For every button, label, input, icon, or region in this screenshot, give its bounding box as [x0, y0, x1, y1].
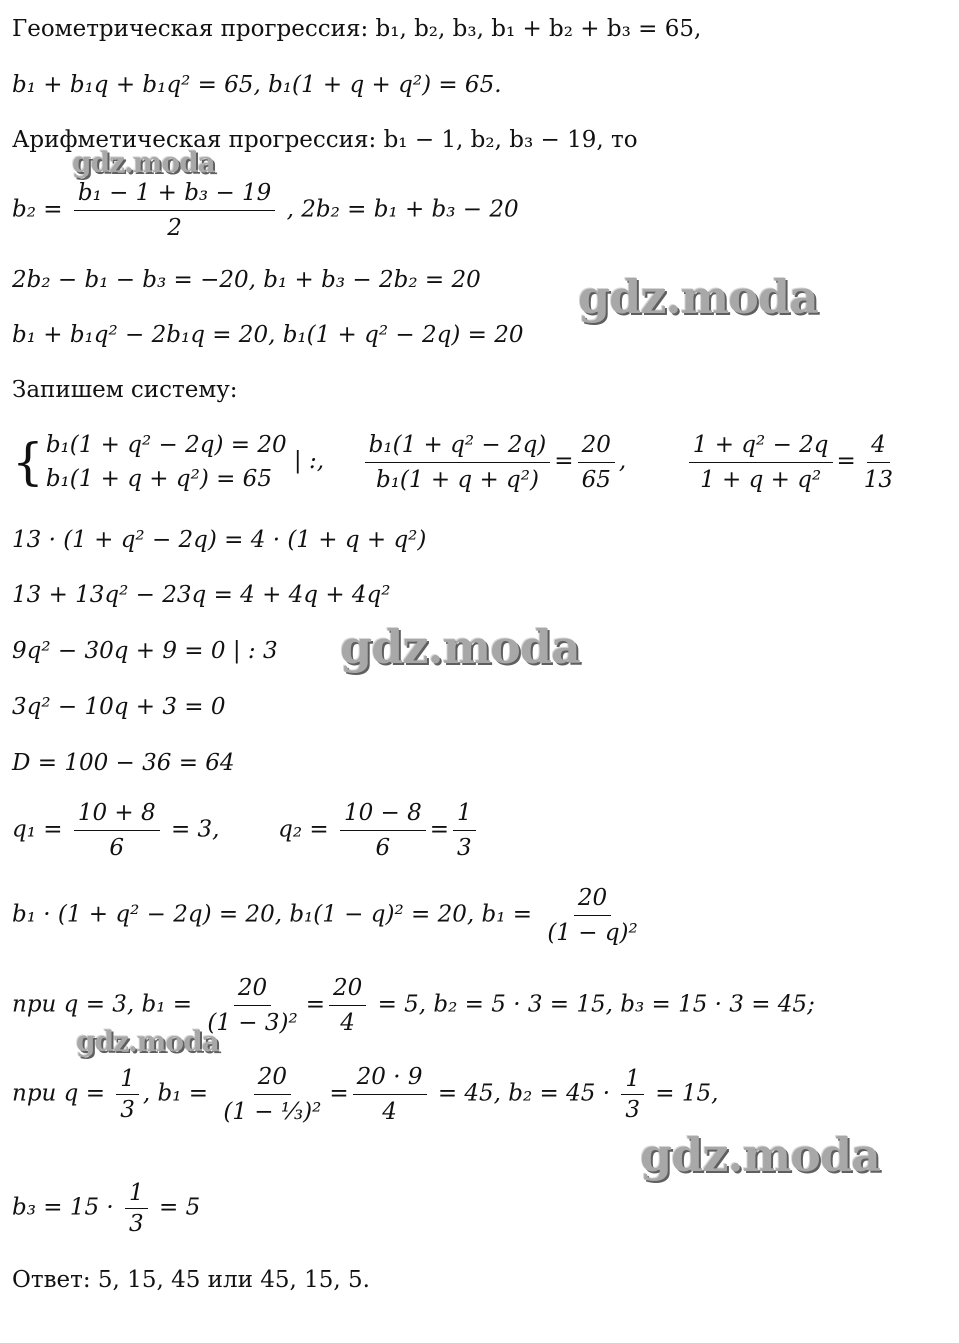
watermark-logo: gdz.moda [76, 1025, 219, 1058]
line-sum-equation [12, 70, 502, 100]
fraction [116, 1066, 139, 1123]
numerator: 1 + q² − 2q [689, 430, 833, 463]
fraction [860, 430, 897, 495]
equals: = [836, 448, 856, 474]
denominator: 3 [120, 1097, 135, 1123]
numerator: 20 · 9 [353, 1062, 427, 1095]
system-row: b₁(1 + q² − 2q) = 20 [45, 432, 287, 458]
fraction [689, 430, 833, 495]
line-quadratic-reduced [12, 692, 226, 722]
text: , 2b₂ = b₁ + b₃ − 20 [286, 196, 519, 223]
line-discriminant [12, 748, 235, 778]
fraction [353, 1062, 427, 1127]
system-row: b₁(1 + q + q²) = 65 [45, 466, 272, 492]
line-answer [12, 1265, 370, 1295]
denominator: (1 − ⅓)² [223, 1099, 322, 1125]
fraction [365, 430, 551, 495]
watermark-logo: gdz.moda [640, 1128, 880, 1182]
line-roots [12, 798, 480, 863]
numerator: 20 [574, 883, 611, 916]
text: при q = 3, b₁ = [12, 991, 193, 1018]
text: b₁ · (1 + q² − 2q) = 20, b₁(1 − q)² = 20, b₁ = [12, 901, 532, 928]
line-system-heading [12, 375, 238, 405]
comma: , [618, 448, 627, 474]
text: = 3, [170, 816, 220, 843]
denominator: 4 [340, 1010, 355, 1036]
text: Арифметическая прогрессия: b₁ − 1, b₂, b₃ − 19, то [12, 127, 638, 153]
denominator: (1 − q)² [547, 920, 638, 946]
text: = 5 [159, 1194, 201, 1221]
fraction [453, 798, 476, 863]
equals: = [554, 448, 574, 474]
text: Запишем систему: [12, 377, 238, 403]
watermark-logo: gdz.moda [72, 146, 215, 179]
denominator: 6 [109, 835, 125, 861]
numerator: 20 [234, 973, 271, 1006]
text: = 15, [655, 1080, 719, 1107]
q2-label: q₂ = [278, 816, 329, 843]
text: = 45, b₂ = 45 · [437, 1080, 611, 1107]
numerator: b₁ − 1 + b₃ − 19 [74, 178, 275, 211]
text: = 5, b₂ = 5 · 3 = 15, b₃ = 15 · 3 = 45; [377, 991, 815, 1018]
numerator: 20 [329, 973, 366, 1006]
fraction [543, 883, 641, 948]
line-expand [12, 580, 391, 610]
numerator: 1 [621, 1066, 644, 1095]
text: Геометрическая прогрессия: b₁, b₂, b₃, b₁ + b₂ + b₃ = 65, [12, 16, 702, 42]
text: D = 100 − 36 = 64 [12, 750, 235, 776]
equals: = [329, 1080, 349, 1107]
text: b₁ + b₁q² − 2b₁q = 20, b₁(1 + q² − 2q) = 20 [12, 322, 524, 348]
line-b2-fraction [12, 178, 519, 243]
denominator: 65 [581, 466, 611, 493]
denominator: 6 [375, 835, 391, 861]
text: , b₁ = [142, 1080, 209, 1107]
b2-label: b₂ = [12, 196, 63, 223]
numerator: 1 [116, 1066, 139, 1095]
fraction [74, 178, 275, 243]
text: 2b₂ − b₁ − b₃ = −20, b₁ + b₃ − 2b₂ = 20 [12, 267, 481, 293]
denominator: b₁(1 + q + q²) [375, 466, 539, 493]
text: 13 + 13q² − 23q = 4 + 4q + 4q² [12, 582, 391, 608]
denominator: 2 [167, 215, 182, 241]
numerator: 20 [578, 430, 615, 463]
brace-icon: { [12, 433, 44, 491]
equals: = [305, 991, 325, 1018]
denominator: 13 [863, 466, 894, 493]
fraction [219, 1062, 325, 1127]
numerator: 10 + 8 [74, 798, 160, 831]
line-b3 [12, 1180, 200, 1237]
answer-text: Ответ: 5, 15, 45 или 45, 15, 5. [12, 1267, 370, 1293]
numerator: b₁(1 + q² − 2q) [365, 430, 551, 463]
system [46, 428, 287, 496]
fraction [125, 1180, 148, 1237]
fraction [340, 798, 426, 863]
denominator: 3 [625, 1097, 640, 1123]
text: 9q² − 30q + 9 = 0 | : 3 [12, 638, 278, 664]
line-b1-formula [12, 883, 646, 948]
line-geometric-progression [12, 14, 701, 44]
numerator: 1 [453, 798, 476, 831]
text: 3q² − 10q + 3 = 0 [12, 694, 226, 720]
line-quadratic [12, 636, 278, 666]
fraction [621, 1066, 644, 1123]
numerator: 20 [254, 1062, 291, 1095]
denominator: 1 + q + q² [700, 466, 822, 493]
watermark-logo: gdz.moda [578, 270, 818, 324]
equals: = [429, 816, 450, 843]
fraction [74, 798, 160, 863]
numerator: 1 [125, 1180, 148, 1209]
numerator: 4 [867, 430, 890, 463]
line-case-q-third [12, 1062, 718, 1127]
line-substitution [12, 320, 523, 350]
fraction [329, 973, 366, 1038]
text: 13 · (1 + q² − 2q) = 4 · (1 + q + q²) [12, 527, 427, 553]
q1-label: q₁ = [12, 816, 63, 843]
text: b₁ + b₁q + b₁q² = 65, b₁(1 + q + q²) = 65. [12, 72, 502, 98]
text: b₃ = 15 · [12, 1194, 114, 1221]
numerator: 10 − 8 [340, 798, 426, 831]
fraction [578, 430, 615, 495]
denominator: 3 [129, 1211, 144, 1237]
line-cross-multiply [12, 525, 426, 555]
line-system [12, 428, 901, 496]
denominator: (1 − 3)² [207, 1010, 298, 1036]
text: при q = [12, 1080, 105, 1107]
denominator: 3 [457, 835, 472, 861]
divide-mark: | :, [293, 448, 325, 474]
watermark-logo: gdz.moda [340, 620, 580, 674]
denominator: 4 [382, 1099, 397, 1125]
line-2b2-equation [12, 265, 481, 295]
